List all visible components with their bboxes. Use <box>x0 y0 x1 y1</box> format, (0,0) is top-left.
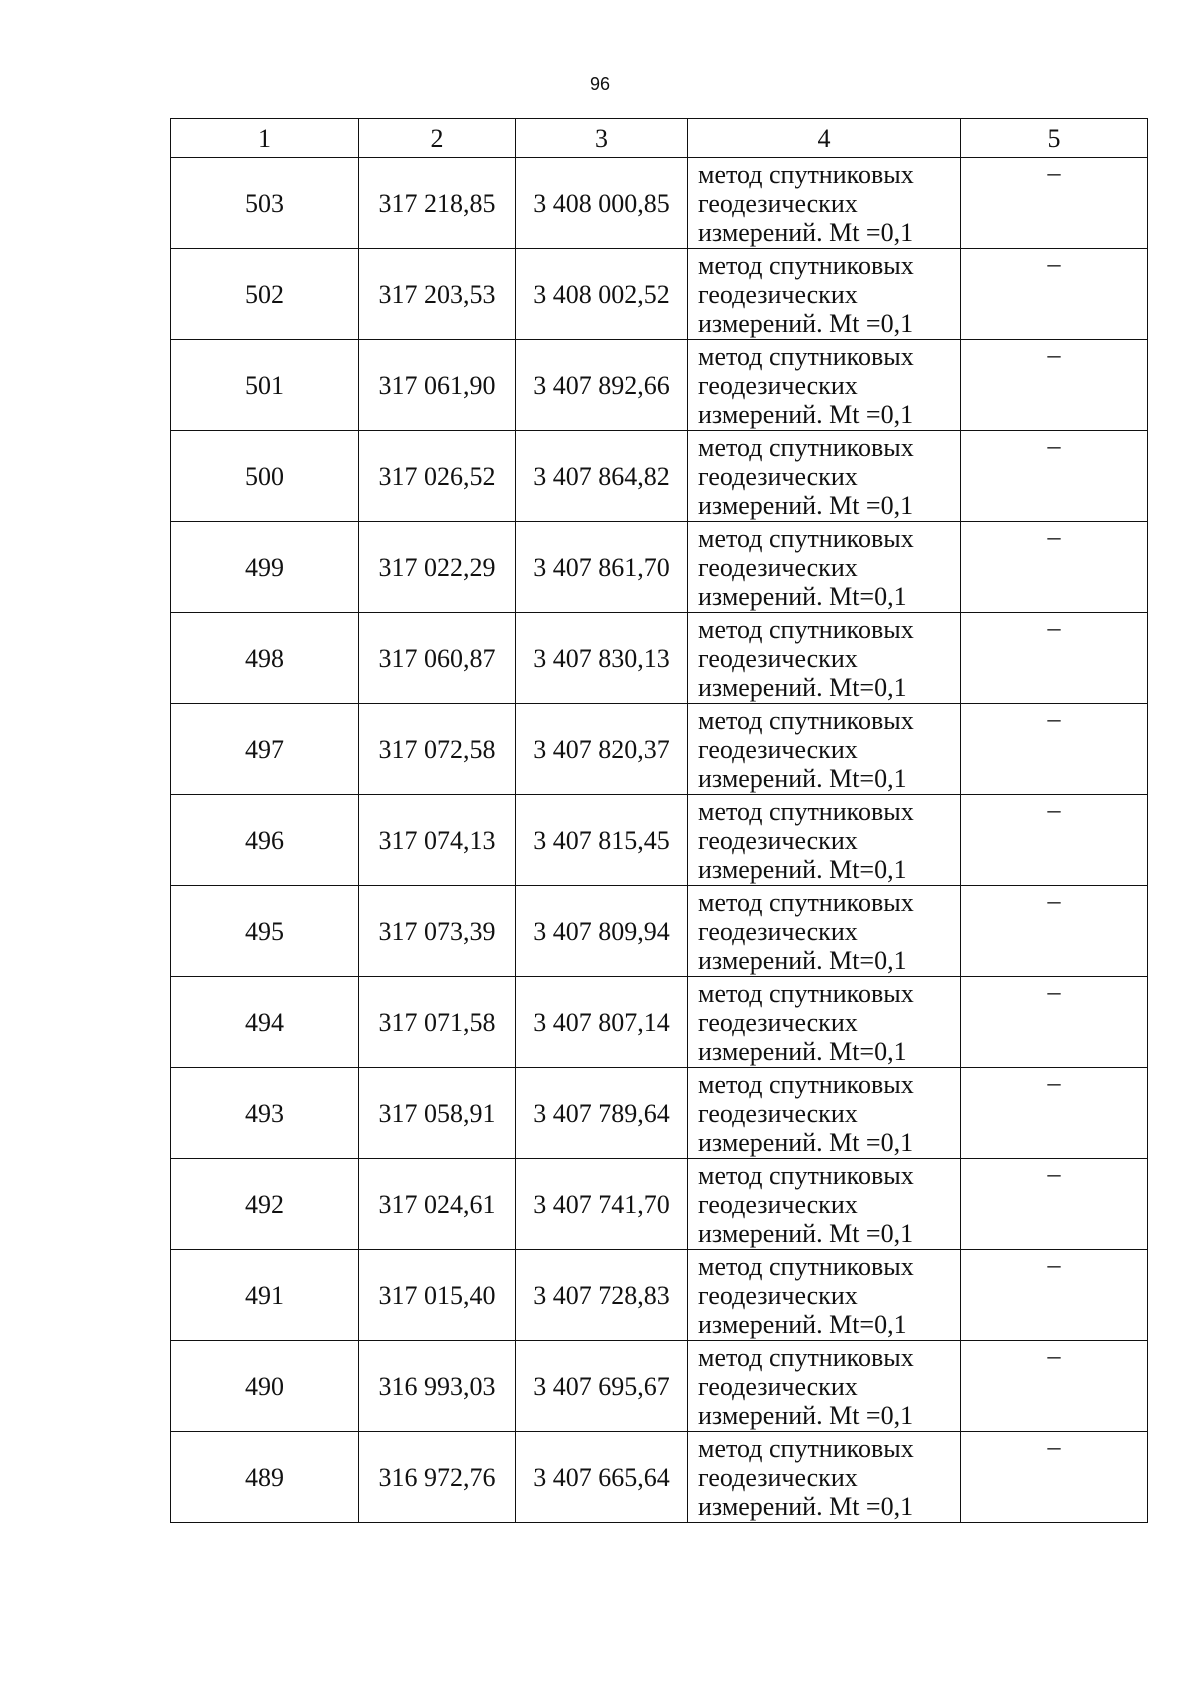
method-description <box>688 1341 961 1432</box>
note-cell: – <box>961 1068 1148 1159</box>
note-cell: – <box>961 1432 1148 1523</box>
method-line: геодезических <box>698 917 858 946</box>
point-number: 499 <box>171 522 359 613</box>
point-number: 497 <box>171 704 359 795</box>
method-line: метод спутниковых <box>698 1070 914 1099</box>
method-description <box>688 1432 961 1523</box>
method-line: геодезических <box>698 1190 858 1219</box>
header-col-5: 5 <box>961 119 1148 158</box>
table-row <box>171 1068 1148 1159</box>
coordinate-x: 317 074,13 <box>359 795 516 886</box>
point-number: 503 <box>171 158 359 249</box>
note-cell: – <box>961 795 1148 886</box>
header-col-2: 2 <box>359 119 516 158</box>
method-line: геодезических <box>698 189 858 218</box>
coordinate-x: 317 058,91 <box>359 1068 516 1159</box>
method-line: геодезических <box>698 826 858 855</box>
coordinate-x: 317 026,52 <box>359 431 516 522</box>
method-description <box>688 340 961 431</box>
method-description <box>688 1250 961 1341</box>
table-row <box>171 1341 1148 1432</box>
method-line: метод спутниковых <box>698 1434 914 1463</box>
method-line: геодезических <box>698 735 858 764</box>
method-description <box>688 704 961 795</box>
method-description <box>688 795 961 886</box>
note-cell: – <box>961 1341 1148 1432</box>
note-cell: – <box>961 431 1148 522</box>
coordinate-x: 317 218,85 <box>359 158 516 249</box>
coordinates-table <box>170 118 1148 1523</box>
method-description <box>688 1068 961 1159</box>
method-line: измерений. Mt =0,1 <box>698 1401 914 1430</box>
coordinate-y: 3 407 789,64 <box>516 1068 688 1159</box>
method-description <box>688 431 961 522</box>
method-line: геодезических <box>698 1099 858 1128</box>
coordinate-x: 317 073,39 <box>359 886 516 977</box>
method-line: измерений. Mt=0,1 <box>698 582 907 611</box>
coordinate-x: 316 972,76 <box>359 1432 516 1523</box>
method-line: геодезических <box>698 644 858 673</box>
method-description <box>688 613 961 704</box>
table-row <box>171 613 1148 704</box>
method-line: измерений. Mt=0,1 <box>698 1310 907 1339</box>
point-number: 494 <box>171 977 359 1068</box>
coordinate-y: 3 407 861,70 <box>516 522 688 613</box>
method-line: метод спутниковых <box>698 706 914 735</box>
table-row <box>171 340 1148 431</box>
coordinate-x: 317 024,61 <box>359 1159 516 1250</box>
point-number: 491 <box>171 1250 359 1341</box>
note-cell: – <box>961 704 1148 795</box>
method-line: метод спутниковых <box>698 1252 914 1281</box>
coordinate-y: 3 407 807,14 <box>516 977 688 1068</box>
note-cell: – <box>961 158 1148 249</box>
coordinate-x: 316 993,03 <box>359 1341 516 1432</box>
method-line: метод спутниковых <box>698 1161 914 1190</box>
method-description <box>688 522 961 613</box>
point-number: 498 <box>171 613 359 704</box>
coordinate-y: 3 407 741,70 <box>516 1159 688 1250</box>
method-line: измерений. Mt =0,1 <box>698 1492 914 1521</box>
note-cell: – <box>961 522 1148 613</box>
point-number: 490 <box>171 1341 359 1432</box>
point-number: 500 <box>171 431 359 522</box>
point-number: 493 <box>171 1068 359 1159</box>
header-row <box>171 119 1148 158</box>
note-cell: – <box>961 1159 1148 1250</box>
table-row <box>171 158 1148 249</box>
method-description <box>688 158 961 249</box>
table-row <box>171 249 1148 340</box>
table-row <box>171 431 1148 522</box>
method-line: геодезических <box>698 1008 858 1037</box>
table-row <box>171 795 1148 886</box>
method-line: геодезических <box>698 1463 858 1492</box>
method-line: метод спутниковых <box>698 524 914 553</box>
method-line: метод спутниковых <box>698 433 914 462</box>
header-col-3: 3 <box>516 119 688 158</box>
method-line: метод спутниковых <box>698 342 914 371</box>
method-description <box>688 886 961 977</box>
method-line: измерений. Mt =0,1 <box>698 309 914 338</box>
method-line: метод спутниковых <box>698 888 914 917</box>
note-cell: – <box>961 613 1148 704</box>
coordinate-y: 3 408 002,52 <box>516 249 688 340</box>
method-line: измерений. Mt =0,1 <box>698 1128 914 1157</box>
method-line: измерений. Mt =0,1 <box>698 1219 914 1248</box>
point-number: 496 <box>171 795 359 886</box>
coordinate-y: 3 407 665,64 <box>516 1432 688 1523</box>
table-row <box>171 522 1148 613</box>
method-line: метод спутниковых <box>698 1343 914 1372</box>
note-cell: – <box>961 977 1148 1068</box>
coordinate-x: 317 203,53 <box>359 249 516 340</box>
method-line: измерений. Mt =0,1 <box>698 400 914 429</box>
page-number: 96 <box>589 74 611 94</box>
point-number: 489 <box>171 1432 359 1523</box>
method-line: измерений. Mt =0,1 <box>698 218 914 247</box>
method-line: измерений. Mt=0,1 <box>698 855 907 884</box>
coordinate-y: 3 407 864,82 <box>516 431 688 522</box>
note-cell: – <box>961 1250 1148 1341</box>
method-line: геодезических <box>698 280 858 309</box>
coordinate-y: 3 407 728,83 <box>516 1250 688 1341</box>
method-line: метод спутниковых <box>698 979 914 1008</box>
coordinate-y: 3 407 815,45 <box>516 795 688 886</box>
coordinate-x: 317 061,90 <box>359 340 516 431</box>
method-line: метод спутниковых <box>698 160 914 189</box>
table-row <box>171 1250 1148 1341</box>
method-description <box>688 249 961 340</box>
table-row <box>171 1159 1148 1250</box>
coordinate-y: 3 407 809,94 <box>516 886 688 977</box>
header-col-1: 1 <box>171 119 359 158</box>
note-cell: – <box>961 886 1148 977</box>
coordinate-x: 317 071,58 <box>359 977 516 1068</box>
coordinate-y: 3 407 695,67 <box>516 1341 688 1432</box>
point-number: 495 <box>171 886 359 977</box>
method-line: измерений. Mt=0,1 <box>698 1037 907 1066</box>
table-row <box>171 886 1148 977</box>
method-line: геодезических <box>698 371 858 400</box>
coordinate-x: 317 022,29 <box>359 522 516 613</box>
method-line: метод спутниковых <box>698 797 914 826</box>
note-cell: – <box>961 249 1148 340</box>
method-line: метод спутниковых <box>698 615 914 644</box>
method-line: геодезических <box>698 1281 858 1310</box>
point-number: 501 <box>171 340 359 431</box>
method-line: метод спутниковых <box>698 251 914 280</box>
method-description <box>688 977 961 1068</box>
method-line: измерений. Mt=0,1 <box>698 946 907 975</box>
coordinates-table-container <box>170 118 1148 1523</box>
method-line: измерений. Mt=0,1 <box>698 764 907 793</box>
coordinate-y: 3 407 892,66 <box>516 340 688 431</box>
coordinate-y: 3 408 000,85 <box>516 158 688 249</box>
method-line: геодезических <box>698 1372 858 1401</box>
coordinate-y: 3 407 830,13 <box>516 613 688 704</box>
note-cell: – <box>961 340 1148 431</box>
header-col-4: 4 <box>688 119 961 158</box>
point-number: 502 <box>171 249 359 340</box>
coordinate-x: 317 072,58 <box>359 704 516 795</box>
coordinate-x: 317 015,40 <box>359 1250 516 1341</box>
method-line: геодезических <box>698 553 858 582</box>
method-line: измерений. Mt =0,1 <box>698 491 914 520</box>
coordinate-y: 3 407 820,37 <box>516 704 688 795</box>
method-line: геодезических <box>698 462 858 491</box>
table-row <box>171 704 1148 795</box>
method-description <box>688 1159 961 1250</box>
point-number: 492 <box>171 1159 359 1250</box>
table-row <box>171 977 1148 1068</box>
method-line: измерений. Mt=0,1 <box>698 673 907 702</box>
coordinate-x: 317 060,87 <box>359 613 516 704</box>
table-row <box>171 1432 1148 1523</box>
